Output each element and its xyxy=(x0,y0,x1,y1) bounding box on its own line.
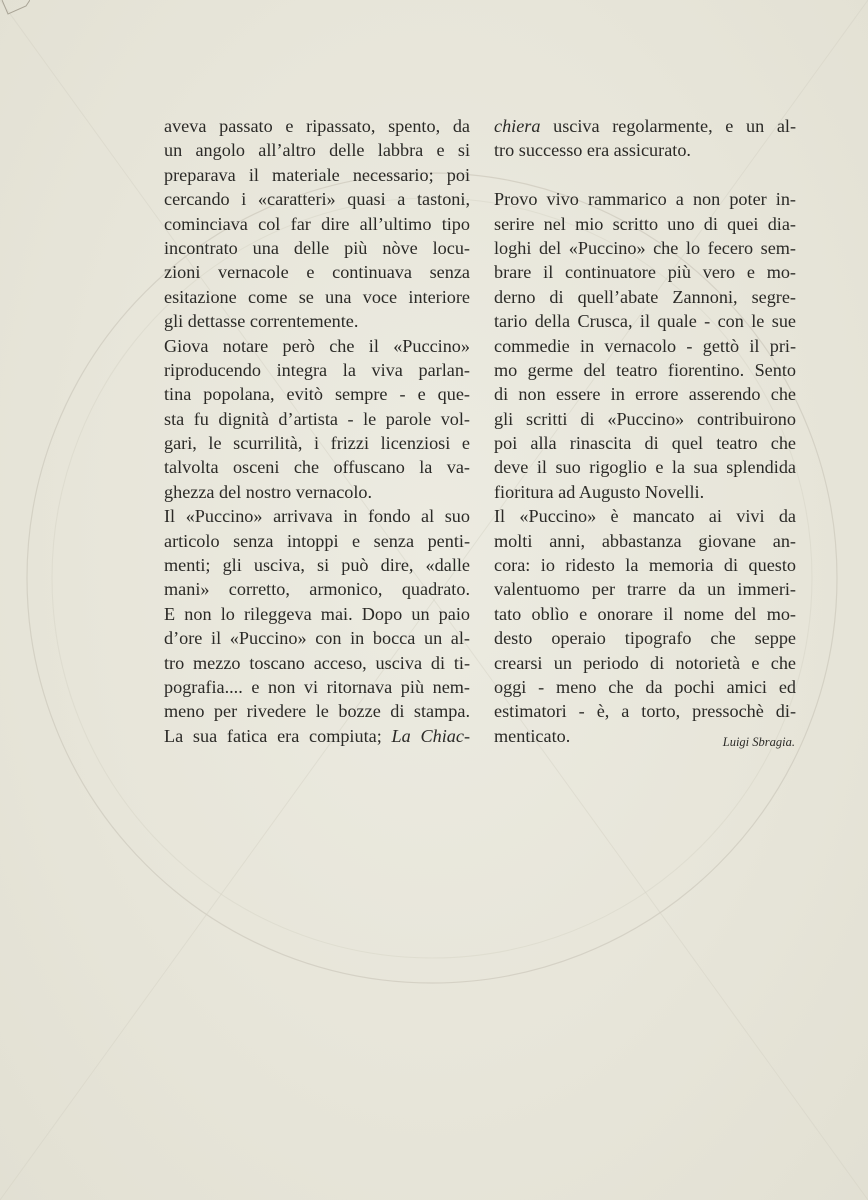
journal-title-part: La Chiac- xyxy=(391,725,470,746)
text-line: molti anni, abbastanza giovane an- xyxy=(494,530,796,551)
text-line: Provo vivo rammarico a non poter in- xyxy=(494,189,796,210)
text-line: cora: io ridesto la memoria di questo xyxy=(494,555,796,576)
text-line: commedie in vernacolo - gettò il pri- xyxy=(494,335,796,356)
text-line: riproducendo integra la viva parlan- xyxy=(164,359,470,380)
text-line: meno per rivedere le bozze di stampa. xyxy=(164,701,470,722)
text-line: sta fu dignità d’artista - le parole vol- xyxy=(164,408,470,429)
author-signature: Luigi Sbragia. xyxy=(722,735,795,749)
text-line: E non lo rileggeva mai. Dopo un paio xyxy=(164,603,470,624)
text-line: cercando i «caratteri» quasi a tastoni, xyxy=(164,189,470,210)
text-line xyxy=(164,724,470,748)
text-line: estimatori - è, a torto, pressochè di- xyxy=(494,701,796,722)
text-line xyxy=(494,114,796,138)
text-line: Giova notare però che il «Puccino» xyxy=(164,335,470,356)
text-line: derno di quell’abate Zannoni, segre- xyxy=(494,286,796,307)
text-line: menti; gli usciva, si può dire, «dalle xyxy=(164,555,470,576)
text-line: gli dettasse correntemente. xyxy=(164,311,359,332)
text-fragment: La sua fatica era compiuta; xyxy=(164,725,392,746)
text-line: gli scritti di «Puccino» contribuirono xyxy=(494,408,796,429)
text-line: un angolo all’altro delle labbra e si xyxy=(164,140,470,161)
text-line: incontrato una delle più nòve locu- xyxy=(164,237,470,258)
paragraph-gap xyxy=(494,163,796,187)
text-line: cominciava col far dire all’ultimo tipo xyxy=(164,213,470,234)
text-line: tario della Crusca, il quale - con le sue xyxy=(494,311,796,332)
text-line: fioritura ad Augusto Novelli. xyxy=(494,481,705,502)
text-line: d’ore il «Puccino» con in bocca un al- xyxy=(164,628,470,649)
text-line: deve il suo rigoglio e la sua splendida xyxy=(494,457,796,478)
text-line: pografia.... e non vi ritornava più nem- xyxy=(164,676,470,697)
text-line: loghi del «Puccino» che lo fecero sem- xyxy=(494,237,796,258)
text-line: tina popolana, evitò sempre - e que- xyxy=(164,384,470,405)
text-line: gari, le scurrilità, i frizzi licenziosi e xyxy=(164,433,470,454)
text-line: poi alla rinascita di quel teatro che xyxy=(494,433,796,454)
text-line: esitazione come se una voce interiore xyxy=(164,286,470,307)
text-line: menticato. xyxy=(494,725,571,746)
text-fragment: usciva regolarmente, e un al- xyxy=(540,116,796,136)
text-line: oggi - meno che da pochi amici ed xyxy=(494,676,796,697)
text-line: serire nel mio scritto uno di quei dia- xyxy=(494,213,796,234)
text-line: Il «Puccino» è mancato ai vivi da xyxy=(494,506,796,527)
text-line: mani» corretto, armonico, quadrato. xyxy=(164,579,470,600)
text-line: articolo senza intoppi e senza penti- xyxy=(164,530,470,551)
corner-crease xyxy=(0,0,30,25)
text-line: mo germe del teatro fiorentino. Sento xyxy=(494,359,796,380)
text-line: zioni vernacole e continuava senza xyxy=(164,262,470,283)
text-line: desto operaio tipografo che seppe xyxy=(494,628,796,649)
left-column xyxy=(164,114,470,748)
journal-title-part: chiera xyxy=(494,116,541,136)
text-line: di non essere in errore asserendo che xyxy=(494,384,796,405)
text-line: Il «Puccino» arrivava in fondo al suo xyxy=(164,506,470,527)
right-column xyxy=(494,114,796,748)
text-line: brare il continuatore più vero e mo- xyxy=(494,262,796,283)
text-line: talvolta osceni che offuscano la va- xyxy=(164,457,470,478)
text-line: ghezza del nostro vernacolo. xyxy=(164,481,373,502)
text-line: tro successo era assicurato. xyxy=(494,140,691,161)
text-line: preparava il materiale necessario; poi xyxy=(164,164,470,185)
text-line: tro mezzo toscano acceso, usciva di ti- xyxy=(164,652,470,673)
text-line: aveva passato e ripassato, spento, da xyxy=(164,116,470,136)
text-line: crearsi un periodo di notorietà e che xyxy=(494,652,796,673)
text-line: tato oblìo e onorare il nome del mo- xyxy=(494,603,796,624)
text-line: valentuomo per trarre da un immeri- xyxy=(494,579,796,600)
